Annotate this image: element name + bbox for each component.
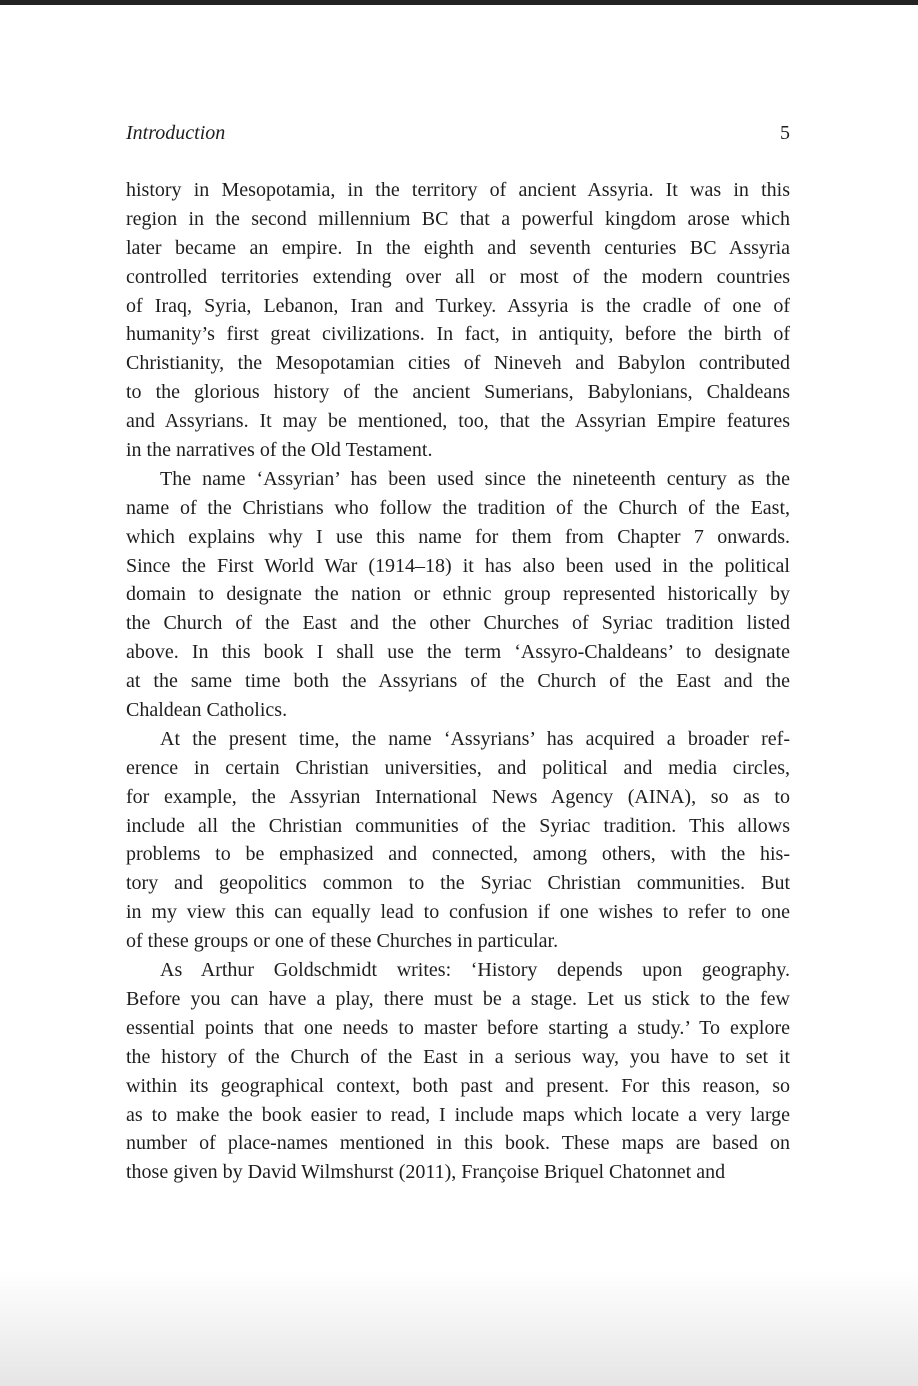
text-line: problems to be emphasized and connected, among others, with the his- xyxy=(126,843,790,866)
text-line: of Iraq, Syria, Lebanon, Iran and Turkey. Assyria is the cradle of one of xyxy=(126,294,790,317)
text-line: number of place-names mentioned in this book. These maps are based on xyxy=(126,1132,790,1155)
paragraph xyxy=(126,465,790,725)
text-line: in my view this can equally lead to confusion if one wishes to refer to one xyxy=(126,901,790,924)
paragraph xyxy=(126,725,790,956)
text-line: within its geographical context, both past and present. For this reason, so xyxy=(126,1074,790,1097)
text-line: the history of the Church of the East in a serious way, you have to set it xyxy=(126,1045,790,1068)
text-line: Before you can have a play, there must be a stage. Let us stick to the few xyxy=(126,987,790,1010)
text-line: erence in certain Christian universities, and political and media circles, xyxy=(126,756,790,779)
text-line: Since the First World War (1914–18) it has also been used in the political xyxy=(126,554,790,577)
text-line: tory and geopolitics common to the Syriac Christian communities. But xyxy=(126,872,790,895)
text-line: the Church of the East and the other Churches of Syriac tradition listed xyxy=(126,612,790,635)
text-line: region in the second millennium BC that a powerful kingdom arose which xyxy=(126,207,790,230)
text-line: humanity’s first great civilizations. In fact, in antiquity, before the birth of xyxy=(126,323,790,346)
text-line: Chaldean Catholics. xyxy=(126,699,288,722)
text-line: those given by David Wilmshurst (2011), Françoise Briquel Chatonnet and xyxy=(126,1161,726,1184)
text-line: history in Mesopotamia, in the territory of ancient Assyria. It was in this xyxy=(126,179,790,201)
text-line: The name ‘Assyrian’ has been used since the nineteenth century as the xyxy=(160,467,790,490)
text-line: at the same time both the Assyrians of the Church of the East and the xyxy=(126,670,790,693)
text-line: to the glorious history of the ancient Sumerians, Babylonians, Chaldeans xyxy=(126,381,790,404)
text-line: which explains why I use this name for them from Chapter 7 onwards. xyxy=(126,525,790,548)
text-line: domain to designate the nation or ethnic group represented historically by xyxy=(126,583,790,606)
page-number: 5 xyxy=(780,122,790,144)
paragraph xyxy=(126,176,790,465)
running-title: Introduction xyxy=(126,122,226,144)
top-bar xyxy=(0,0,918,5)
text-line: in the narratives of the Old Testament. xyxy=(126,439,433,462)
paragraph xyxy=(126,956,790,1187)
text-line: for example, the Assyrian International News Agency (AINA), so as to xyxy=(126,785,790,808)
text-line: and Assyrians. It may be mentioned, too, that the Assyrian Empire features xyxy=(126,410,790,433)
text-line: name of the Christians who follow the tradition of the Church of the East, xyxy=(126,496,790,519)
text-line: of these groups or one of these Churches in particular. xyxy=(126,930,559,953)
text-line: essential points that one needs to master before starting a study.’ To explore xyxy=(126,1016,790,1039)
body-text xyxy=(126,176,790,1187)
text-line: As Arthur Goldschmidt writes: ‘History depends upon geography. xyxy=(160,959,790,982)
text-line: as to make the book easier to read, I include maps which locate a very large xyxy=(126,1103,790,1126)
text-line: above. In this book I shall use the term ‘Assyro-Chaldeans’ to designate xyxy=(126,641,790,664)
running-header xyxy=(126,120,790,146)
text-line: At the present time, the name ‘Assyrians’ has acquired a broader ref- xyxy=(160,727,790,750)
text-line: Christianity, the Mesopotamian cities of Nineveh and Babylon contributed xyxy=(126,352,790,375)
text-line: controlled territories extending over all or most of the modern countries xyxy=(126,265,790,288)
text-line: include all the Christian communities of the Syriac tradition. This allows xyxy=(126,814,790,837)
page-bottom-shadow xyxy=(0,1270,918,1386)
text-line: later became an empire. In the eighth and seventh centuries BC Assyria xyxy=(126,236,790,259)
